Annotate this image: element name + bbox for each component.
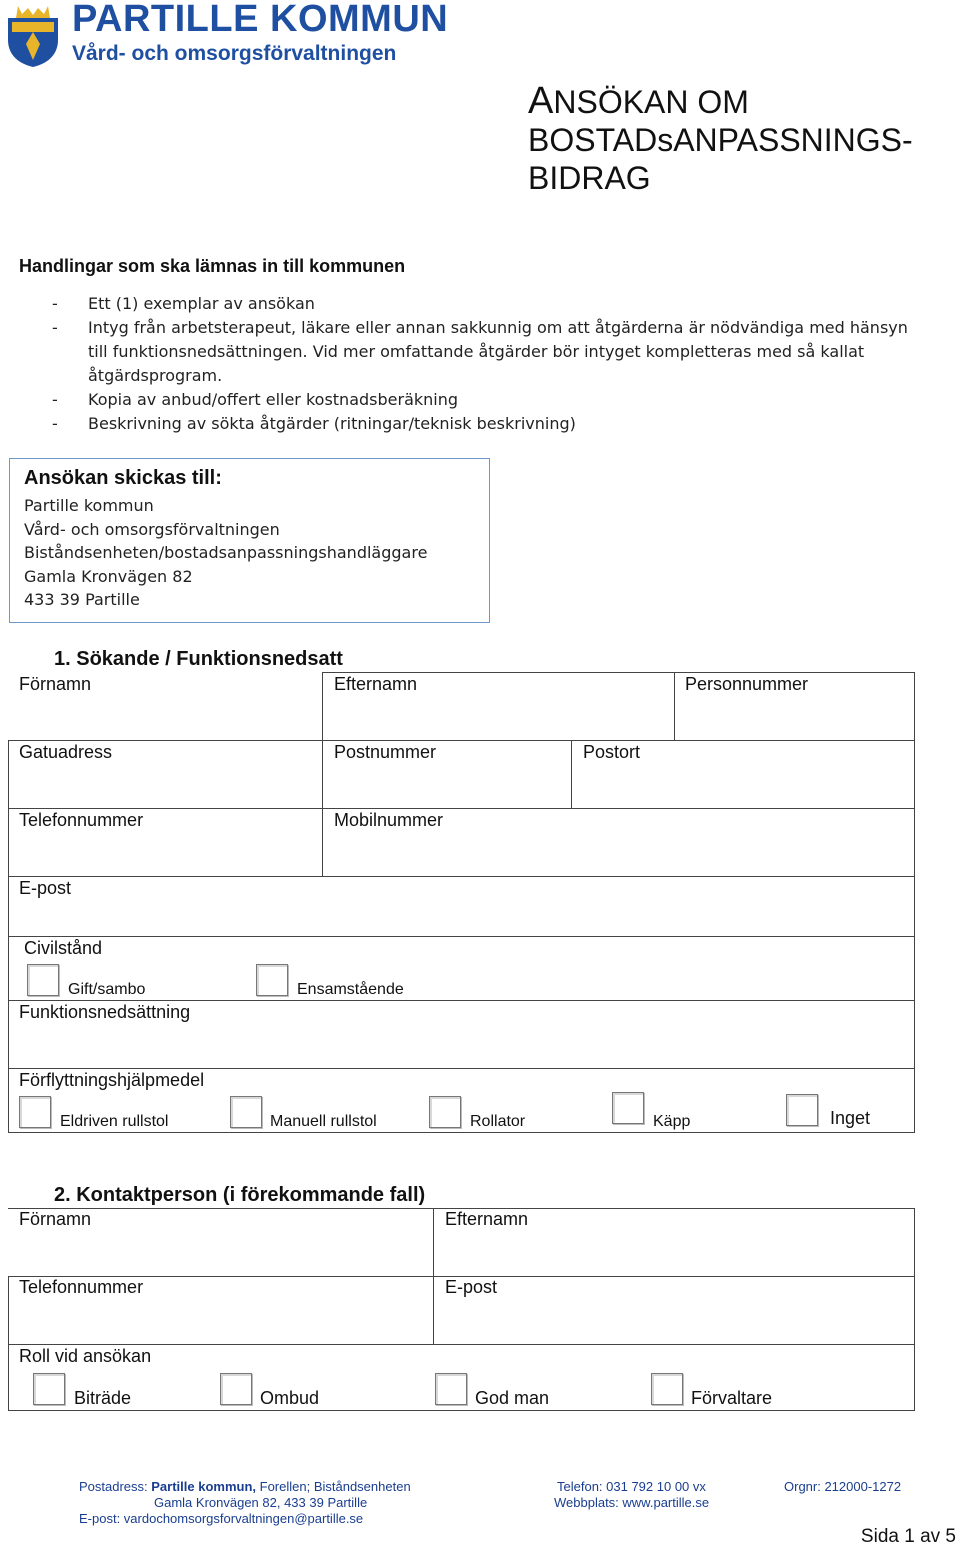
rollator-label: Rollator	[470, 1113, 526, 1130]
city-field[interactable]: Postort	[583, 742, 641, 762]
list-item: - Ett (1) exemplar av ansökan	[52, 294, 315, 313]
list-item: - Beskrivning av sökta åtgärder (ritningar/teknisk beskrivning)	[52, 414, 576, 433]
section-2-title: 2. Kontaktperson (i förekommande fall)	[54, 1184, 426, 1206]
assistant-label: Biträde	[74, 1388, 132, 1408]
single-checkbox[interactable]	[256, 964, 288, 996]
footer-street: Gamla Kronvägen 82, 433 39 Partille	[154, 1495, 368, 1510]
address-line: 433 39 Partille	[24, 590, 140, 609]
none-checkbox[interactable]	[786, 1094, 818, 1126]
contact-email-field[interactable]: E-post	[445, 1277, 498, 1297]
address-line: Vård- och omsorgsförvaltningen	[24, 519, 280, 539]
electric-wheelchair-label: Eldriven rullstol	[60, 1113, 169, 1130]
footer-email: E-post: vardochomsorgsforvaltningen@partille.se	[79, 1511, 364, 1526]
civil-status-label: Civilstånd	[24, 938, 103, 958]
document-title	[528, 82, 913, 197]
assistant-checkbox[interactable]	[33, 1373, 65, 1405]
married-checkbox[interactable]	[27, 964, 59, 996]
administrator-checkbox[interactable]	[651, 1373, 683, 1405]
last-name-field[interactable]: Efternamn	[334, 674, 418, 694]
address-line: Biståndsenheten/bostadsanpassningshandläggare	[24, 543, 428, 562]
electric-wheelchair-checkbox[interactable]	[19, 1096, 51, 1128]
role-label: Roll vid ansökan	[19, 1346, 152, 1366]
send-to-address	[24, 494, 427, 612]
email-field[interactable]: E-post	[19, 878, 72, 898]
list-item: - Kopia av anbud/offert eller kostnadsberäkning	[52, 390, 459, 409]
rollator-checkbox[interactable]	[429, 1096, 461, 1128]
none-label: Inget	[830, 1108, 871, 1128]
title-line-3: BIDRAG	[528, 160, 651, 196]
cane-checkbox[interactable]	[612, 1092, 644, 1124]
send-to-heading: Ansökan skickas till:	[24, 467, 222, 489]
street-address-field[interactable]: Gatuadress	[19, 742, 113, 762]
manual-wheelchair-label: Manuell rullstol	[270, 1113, 377, 1130]
footer-phone: Telefon: 031 792 10 00 vx	[557, 1479, 706, 1494]
administrator-label: Förvaltare	[691, 1388, 773, 1408]
guardian-label: God man	[475, 1388, 550, 1408]
postal-code-field[interactable]: Postnummer	[334, 742, 437, 762]
footer-orgnr: Orgnr: 212000-1272	[784, 1479, 902, 1494]
mobility-aids-label: Förflyttningshjälpmedel	[19, 1070, 205, 1090]
guardian-checkbox[interactable]	[435, 1373, 467, 1405]
contact-first-name-field[interactable]: Förnamn	[19, 1209, 92, 1229]
address-line: Partille kommun	[24, 496, 154, 515]
dept-name: Vård- och omsorgsförvaltningen	[72, 42, 397, 65]
title-initial: A	[528, 80, 554, 122]
title-line-1: NSÖKAN OM	[553, 84, 749, 120]
contact-last-name-field[interactable]: Efternamn	[445, 1209, 529, 1229]
personal-number-field[interactable]: Personnummer	[685, 674, 809, 694]
mobile-field[interactable]: Mobilnummer	[334, 810, 444, 830]
disability-field[interactable]: Funktionsnedsättning	[19, 1002, 191, 1022]
agent-label: Ombud	[260, 1388, 320, 1408]
address-line: Gamla Kronvägen 82	[24, 566, 193, 586]
cane-label: Käpp	[653, 1113, 691, 1130]
agent-checkbox[interactable]	[220, 1373, 252, 1405]
first-name-field[interactable]: Förnamn	[19, 674, 92, 694]
married-label: Gift/sambo	[68, 981, 146, 998]
org-name: PARTILLE KOMMUN	[72, 0, 449, 40]
page-number: Sida 1 av 5	[860, 1526, 956, 1547]
single-label: Ensamstående	[297, 981, 404, 998]
send-to-box	[9, 458, 490, 623]
manual-wheelchair-checkbox[interactable]	[230, 1096, 262, 1128]
documents-list	[52, 292, 922, 436]
section-1-title: 1. Sökande / Funktionsnedsatt	[54, 648, 343, 670]
documents-heading: Handlingar som ska lämnas in till kommunen	[19, 256, 406, 276]
title-line-2: BOSTADsANPASSNINGS-	[528, 122, 913, 158]
footer-postal-address: Postadress: Partille kommun, Forellen; Biståndsenheten	[79, 1479, 411, 1494]
phone-field[interactable]: Telefonnummer	[19, 810, 144, 830]
contact-phone-field[interactable]: Telefonnummer	[19, 1277, 144, 1297]
footer-website: Webbplats: www.partille.se	[554, 1495, 710, 1510]
partille-crest-logo	[6, 4, 60, 68]
list-item: - Intyg från arbetsterapeut, läkare eller annan sakkunnig om att åtgärderna är nödvändiga med hänsyn till funktionsnedsättningen. Vid mer omfattande åtgärder bör intyget kompletteras med så kallat åtgärdsprogram.	[52, 318, 908, 385]
